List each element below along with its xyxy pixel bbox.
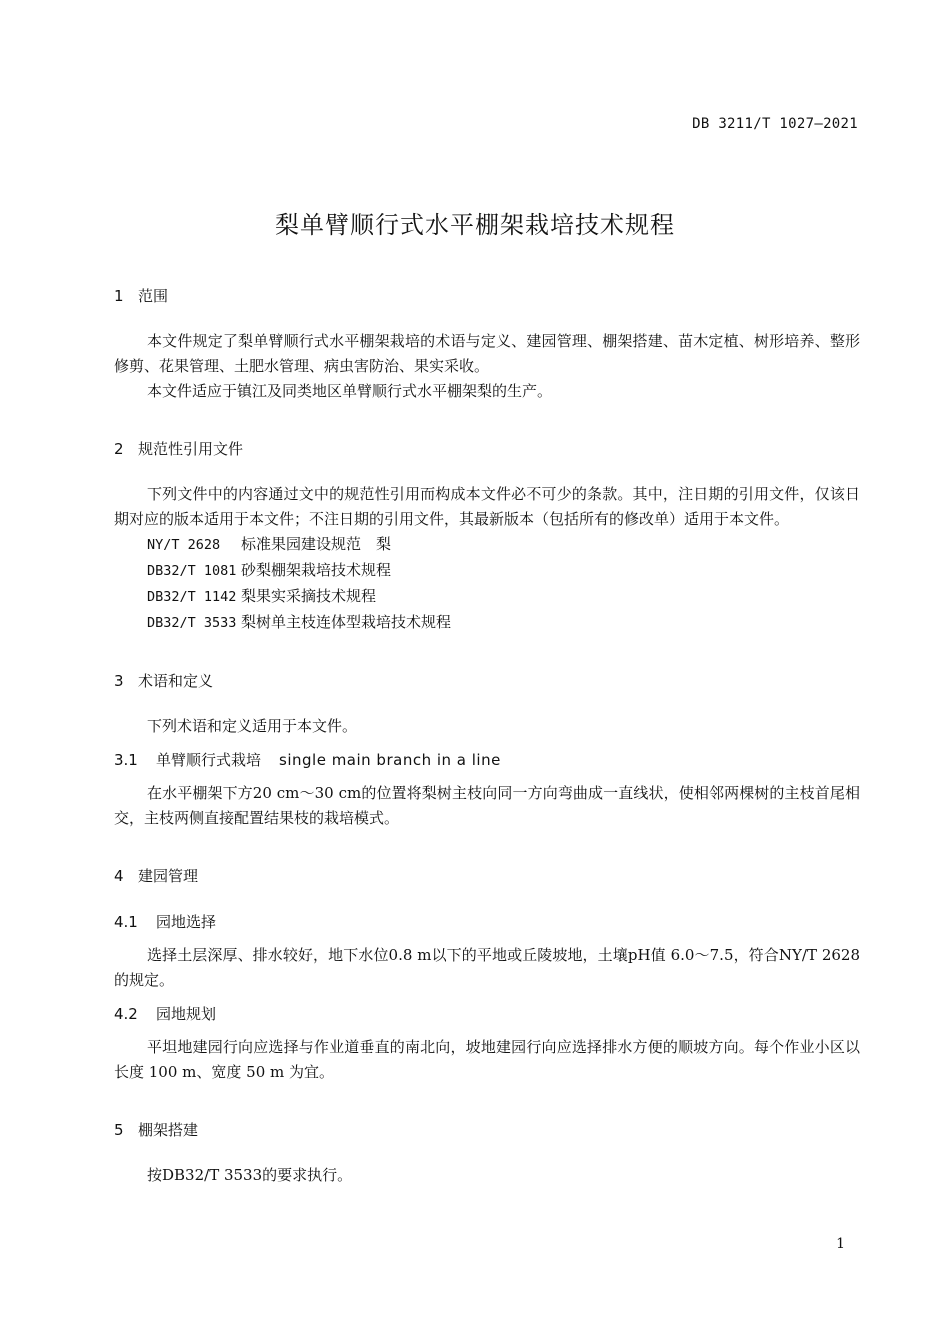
subsection-title-english: single main branch in a line bbox=[279, 751, 501, 769]
subsection-number: 4.1 bbox=[114, 913, 138, 931]
page-number: 1 bbox=[836, 1236, 845, 1252]
paragraph: 下列术语和定义适用于本文件。 bbox=[147, 717, 358, 735]
section-2-heading bbox=[114, 436, 860, 462]
section-number: 3 bbox=[114, 672, 124, 690]
subsection-number: 4.2 bbox=[114, 1005, 138, 1023]
reference-name: 梨果实采摘技术规程 bbox=[241, 587, 377, 605]
reference-name: 梨树单主枝连体型栽培技术规程 bbox=[241, 613, 452, 631]
section-title: 术语和定义 bbox=[138, 672, 214, 690]
subsection-number: 3.1 bbox=[114, 751, 138, 769]
reference-item bbox=[114, 584, 860, 610]
reference-name: 标准果园建设规范 梨 bbox=[241, 535, 392, 553]
section-title: 棚架搭建 bbox=[138, 1121, 199, 1139]
reference-code: NY/T 2628 bbox=[147, 537, 221, 553]
paragraph: 按DB32/T 3533的要求执行。 bbox=[147, 1166, 353, 1184]
subsection-4-2-heading bbox=[114, 1001, 860, 1027]
section-4-heading bbox=[114, 863, 860, 889]
section-number: 5 bbox=[114, 1121, 124, 1139]
subsection-title: 单臂顺行式栽培 bbox=[156, 751, 262, 769]
subsection-title: 园地选择 bbox=[156, 913, 217, 931]
reference-code: DB32/T 1142 bbox=[147, 589, 237, 605]
reference-name: 砂梨棚架栽培技术规程 bbox=[241, 561, 392, 579]
subsection-3-1-heading bbox=[114, 747, 860, 773]
subsection-4-1-heading bbox=[114, 909, 860, 935]
section-3-heading bbox=[114, 668, 860, 694]
section-number: 2 bbox=[114, 440, 124, 458]
reference-code: DB32/T 3533 bbox=[147, 615, 237, 631]
paragraph: 平坦地建园行向应选择与作业道垂直的南北向，坡地建园行向应选择排水方便的顺坡方向。每个作业小区以长度 100 m、宽度 50 m 为宜。 bbox=[114, 1038, 860, 1081]
paragraph: 本文件规定了梨单臂顺行式水平棚架栽培的术语与定义、建园管理、棚架搭建、苗木定植、树形培养、整形修剪、花果管理、土肥水管理、病虫害防治、果实采收。 bbox=[114, 332, 860, 375]
section-1-heading bbox=[114, 283, 860, 309]
subsection-title: 园地规划 bbox=[156, 1005, 217, 1023]
paragraph: 选择土层深厚、排水较好，地下水位0.8 m以下的平地或丘陵坡地，土壤pH值 6.0～7.5，符合NY/T 2628的规定。 bbox=[114, 946, 860, 989]
paragraph: 在水平棚架下方20 cm～30 cm的位置将梨树主枝向同一方向弯曲成一直线状，使相邻两棵树的主枝首尾相交，主枝两侧直接配置结果枝的栽培模式。 bbox=[114, 784, 860, 827]
section-title: 建园管理 bbox=[138, 867, 199, 885]
reference-item bbox=[114, 558, 860, 584]
section-title: 规范性引用文件 bbox=[138, 440, 244, 458]
section-number: 4 bbox=[114, 867, 124, 885]
document-title: 梨单臂顺行式水平棚架栽培技术规程 bbox=[275, 211, 675, 239]
document-body bbox=[114, 283, 860, 1188]
section-5-heading bbox=[114, 1117, 860, 1143]
standard-code: DB 3211/T 1027—2021 bbox=[692, 116, 858, 132]
section-number: 1 bbox=[114, 287, 124, 305]
paragraph: 下列文件中的内容通过文中的规范性引用而构成本文件必不可少的条款。其中，注日期的引用文件，仅该日期对应的版本适用于本文件；不注日期的引用文件，其最新版本（包括所有的修改单）适用于本文件。 bbox=[114, 485, 860, 528]
reference-item bbox=[114, 532, 860, 558]
section-title: 范围 bbox=[138, 287, 169, 305]
reference-item bbox=[114, 610, 860, 636]
reference-code: DB32/T 1081 bbox=[147, 563, 237, 579]
paragraph: 本文件适应于镇江及同类地区单臂顺行式水平棚架梨的生产。 bbox=[147, 382, 553, 400]
